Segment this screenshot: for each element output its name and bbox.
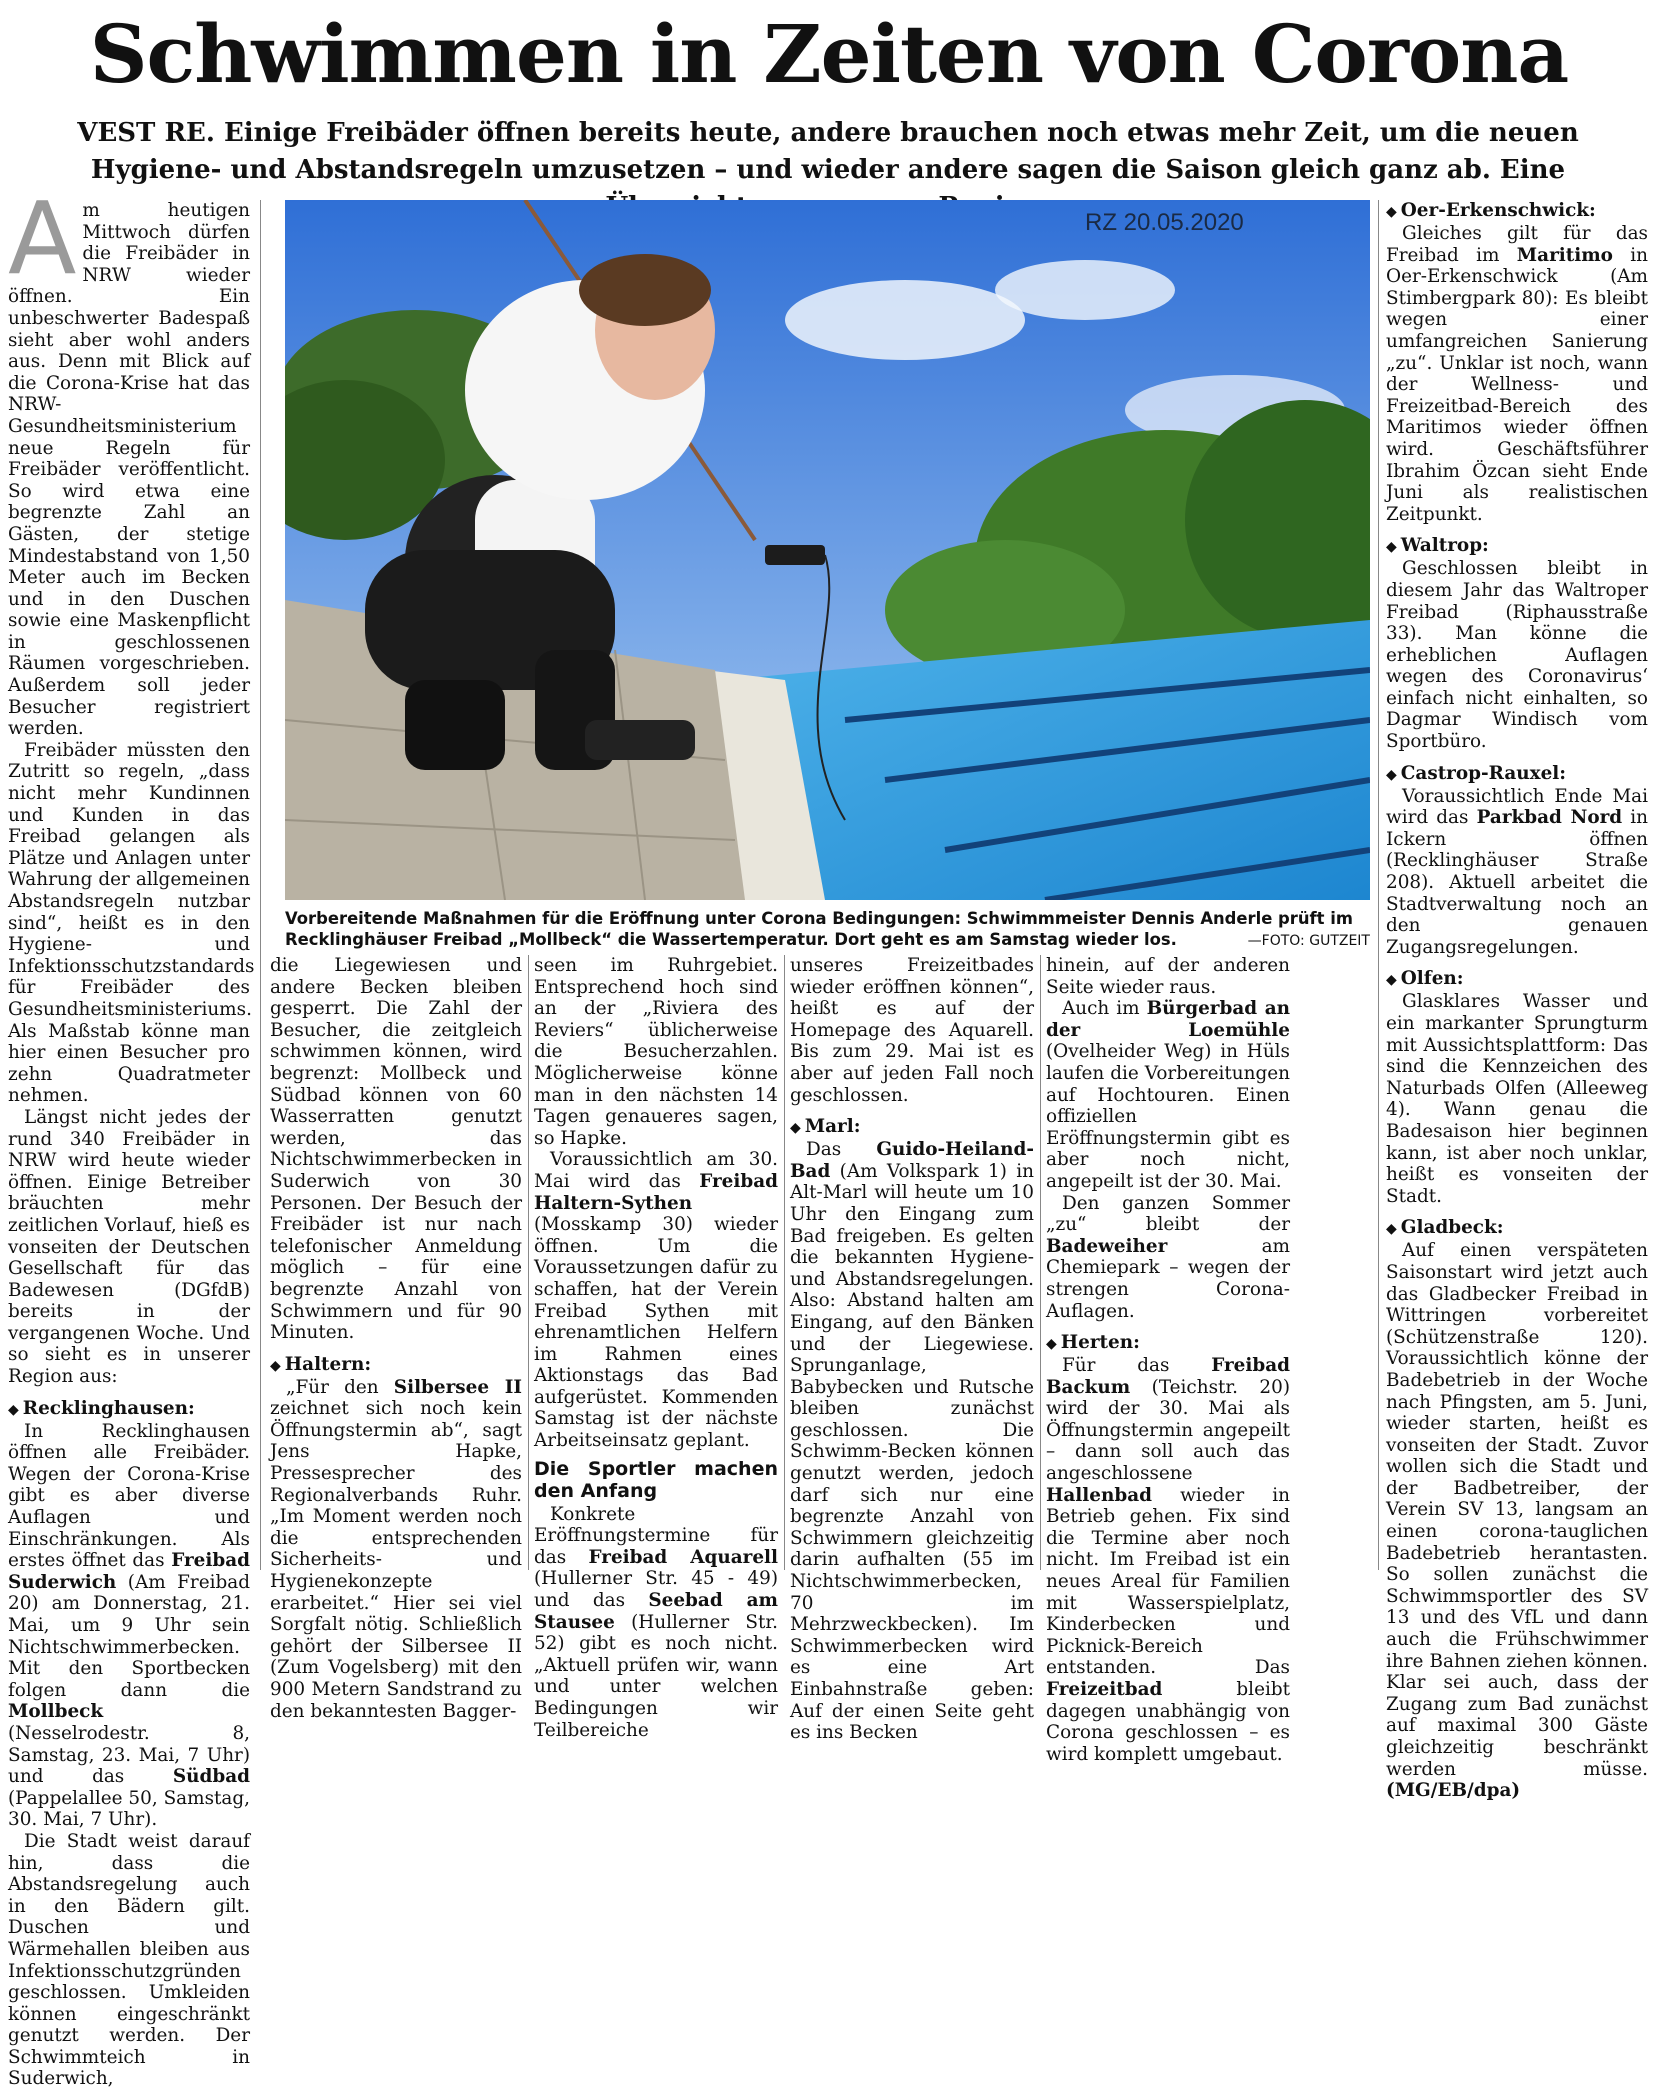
photo-credit: —FOTO: GUTZEIT xyxy=(1247,933,1370,949)
heading-text: Herten: xyxy=(1060,1332,1140,1354)
date-stamp: RZ 20.05.2020 xyxy=(1085,209,1244,236)
section-heading-marl xyxy=(790,1116,1034,1139)
diamond-icon: ◆ xyxy=(1386,1221,1397,1238)
diamond-icon: ◆ xyxy=(270,1357,281,1374)
bold-text: Freibad Suderwich xyxy=(8,1550,250,1593)
subheadline: Die Sportler machen den Anfang xyxy=(534,1457,778,1502)
heading-text: Oer-Erkenschwick: xyxy=(1400,200,1596,221)
diamond-icon: ◆ xyxy=(1386,539,1397,556)
section-heading-castrop-rauxel xyxy=(1386,763,1648,786)
column-6 xyxy=(1386,200,1648,1802)
column-3 xyxy=(534,955,778,1741)
text: zeichnet sich noch kein Öffnungstermin ab“, sagt Jens Hapke, Pressesprecher des Regionalverbands Ruhr. „Im Moment werden noch die entsprechenden Sicherheits- und Hygienekonzepte erarbeitet.“ Hier sei viel Sorgfalt nötig. Schließlich gehört der Silbersee II (Zum Vogelsberg) mit den 900 Metern Sandstrand zu den bekanntesten Bagger- xyxy=(270,1398,522,1722)
caption-text: Vorbereitende Maßnahmen für die Eröffnung unter Corona Bedingungen: Schwimmmeister Dennis Anderle prüft im Recklinghäuser Freibad „Mollbeck“ die Wassertemperatur. Dort geht es am Samstag wieder los. xyxy=(285,909,1353,949)
paragraph: Die Stadt weist darauf hin, dass die Abstandsregelung auch in den Bädern gilt. Duschen und Wärmehallen bleiben aus Infektionsschutzgründen geschlossen. Umkleiden können eingeschränkt genutzt werden. Der Schwimmteich in Suderwich, xyxy=(8,1830,250,2090)
text: Auf einen verspäteten Saisonstart wird jetzt auch das Gladbecker Freibad in Wittringen vorbereitet (Schützenstraße 120). Voraussichtlich könne der Badebetrieb in der Woche nach Pfingsten, am 5. Juni, wieder starten, heißt es vonseiten der Stadt. Zuvor wollen sich die Stadt und der Badbetreiber, der Verein SV 13, langsam an einen corona-tauglichen Badebetrieb herantasten. So sollen zunächst die Schwimmsportler des SV 13 und des VfL und dann auch die Frühschwimmer ihre Bahnen ziehen können. Klar sei auch, dass der Zugang zum Bad zunächst auf maximal 300 Gäste gleichzeitig beschränkt werden müsse. xyxy=(1386,1240,1648,1780)
paragraph: Geschlossen bleibt in diesem Jahr das Waltroper Freibad (Riphausstraße 33). Man könne die erheblichen Auflagen wegen des Coronavirus‘ einfach nicht einhalten, so Dagmar Windisch vom Sportbüro. xyxy=(1386,558,1648,753)
text: in Ickern öffnen (Recklinghäuser Straße 208). Aktuell arbeitet die Stadtverwaltung noch an den genauen Zugangsregelungen. xyxy=(1386,807,1648,958)
section-heading-haltern xyxy=(270,1354,522,1377)
bold-text: Freizeitbad xyxy=(1046,1679,1163,1700)
heading-text: Castrop-Rauxel: xyxy=(1400,762,1567,784)
text: in Oer-Erkenschwick (Am Stimbergpark 80): Es bleibt wegen einer umfangreichen Sanierung „zu“. Unklar ist noch, wann der Wellness- und Freizeitbad-Bereich des Maritimos wieder öffnen wird. Geschäftsführer Ibrahim Özcan sieht Ende Juni als realistischen Zeitpunkt. xyxy=(1386,244,1648,525)
text: In Recklinghausen öffnen alle Freibäder. Wegen der Corona-Krise gibt es aber diverse Auflagen und Einschränkungen. Als erstes öffnet das xyxy=(8,1420,250,1572)
bold-text: Hallenbad xyxy=(1046,1484,1152,1506)
bold-text: Freibad Backum xyxy=(1046,1355,1290,1398)
photo-caption xyxy=(285,908,1370,952)
heading-text: Marl: xyxy=(804,1116,861,1138)
text: wieder in Betrieb gehen. Fix sind die Termine aber noch nicht. Im Freibad ist ein neues Areal für Familien mit Wasserspielplatz, Kinderbecken und Picknick-Bereich entstanden. Das xyxy=(1046,1484,1290,1679)
column-divider xyxy=(528,955,529,1570)
diamond-icon: ◆ xyxy=(1386,972,1397,989)
text: Für das xyxy=(1062,1355,1212,1377)
bold-text: Silbersee II xyxy=(393,1376,522,1398)
text: Voraussichtlich Ende Mai wird das xyxy=(1386,785,1648,829)
author-signature: (MG/EB/dpa) xyxy=(1386,1780,1521,1802)
paragraph xyxy=(270,1377,522,1723)
paragraph xyxy=(1046,1193,1290,1323)
paragraph xyxy=(1386,1240,1648,1801)
paragraph: unseres Freizeitbades wieder eröffnen können“, heißt es auf der Homepage des Aquarell. Bis zum 29. Mai ist es aber auf jeden Fall noch geschlossen. xyxy=(790,955,1034,1106)
text: Voraussichtlich am 30. Mai wird das xyxy=(534,1149,778,1192)
diamond-icon: ◆ xyxy=(790,1120,801,1137)
column-divider xyxy=(1040,955,1041,1570)
section-heading-recklinghausen xyxy=(8,1398,250,1421)
bold-text: Seebad am Stausee xyxy=(534,1590,778,1633)
paragraph: die Liegewiesen und andere Becken bleiben gesperrt. Die Zahl der Besucher, die zeitgleich schwimmen können, wird begrenzt: Mollbeck und Südbad können von 60 Wasserratten genutzt werden, das Nichtschwimmerbecken in Suderwich von 30 Personen. Der Besuch der Freibäder ist nur nach telefonischer Anmeldung möglich – für eine begrenzte Anzahl von Schwimmern und für 90 Minuten. xyxy=(270,955,522,1344)
section-heading-herten xyxy=(1046,1332,1290,1355)
paragraph xyxy=(790,1139,1034,1744)
pool-photo-illustration xyxy=(285,200,1370,900)
paragraph xyxy=(534,1149,778,1451)
paragraph: Glasklares Wasser und ein markanter Sprungturm mit Aussichtsplattform: Das sind die Kennzeichen des Naturbads Olfen (Alleeweg 4). Wann genau die Badesaison hier beginnen kann, ist aber noch unklar, heißt es vonseiten der Stadt. xyxy=(1386,991,1648,1207)
text: „Für den xyxy=(286,1376,394,1398)
diamond-icon: ◆ xyxy=(1386,204,1397,220)
text: (Am Volkspark 1) in Alt-Marl will heute um 10 Uhr den Eingang zum Bad freigeben. Es gelten die bekannten Hygiene- und Abstandsregelungen. Also: Abstand halten am Eingang, auf den Bänken und der Liegewiese. Sprunganlage, Babybecken und Rutsche bleiben zunächst geschlossen. Die Schwimm-Becken können genutzt werden, jedoch darf sich nur eine begrenzte Anzahl von Schwimmern gleichzeitig darin aufhalten (55 im Nichtschwimmerbecken, 70 im Mehrzweckbecken). Im Schwimmerbecken wird es eine Art Einbahnstraße geben: Auf der einen Seite geht es ins Becken xyxy=(790,1160,1034,1744)
bold-text: Parkbad Nord xyxy=(1476,807,1623,829)
bold-text: Mollbeck xyxy=(8,1701,104,1723)
bold-text: Guido-Heiland-Bad xyxy=(790,1139,1034,1182)
text: Den ganzen Sommer „zu“ bleibt der xyxy=(1046,1192,1290,1236)
column-divider xyxy=(1378,200,1379,1570)
column-divider xyxy=(784,955,785,1570)
heading-text: Waltrop: xyxy=(1400,535,1489,557)
paragraph: hinein, auf der anderen Seite wieder raus. xyxy=(1046,955,1290,998)
diamond-icon: ◆ xyxy=(1386,766,1397,783)
bold-text: Südbad xyxy=(172,1766,250,1788)
text: Gleiches gilt für das Freibad im xyxy=(1386,223,1648,266)
text: (Teichstr. 20) wird der 30. Mai als Öffnungstermin angepeilt – dann soll auch das angeschlossene xyxy=(1046,1376,1290,1485)
column-4 xyxy=(790,955,1034,1744)
column-1 xyxy=(8,180,255,2090)
heading-text: Olfen: xyxy=(1400,968,1464,990)
text: (Hullerner Str. 45 - 49) und das xyxy=(534,1568,778,1612)
text: Konkrete Eröffnungstermine für das xyxy=(534,1503,778,1568)
heading-text: Recklinghausen: xyxy=(22,1397,195,1419)
intro-paragraph xyxy=(8,180,250,740)
section-heading-oer-erkenschwick xyxy=(1386,200,1648,223)
heading-text: Gladbeck: xyxy=(1400,1217,1504,1239)
diamond-icon: ◆ xyxy=(1046,1336,1057,1353)
column-divider xyxy=(260,200,261,1570)
bold-text: Badeweiher xyxy=(1046,1235,1168,1257)
paragraph: Längst nicht jedes der rund 340 Freibäder in NRW wird heute wieder öffnen. Einige Betreiber bräuchten mehr zeitlichen Vorlauf, hieß es vonseiten der Deutschen Gesellschaft für das Badewesen (DGfdB) bereits in der vergangenen Woche. Und so sieht es in unserer Region aus: xyxy=(8,1106,250,1388)
text: bleibt dagegen unabhängig von Corona geschlossen – es wird komplett umgebaut. xyxy=(1046,1679,1290,1765)
paragraph xyxy=(8,1421,250,1831)
paragraph xyxy=(1386,786,1648,959)
paragraph xyxy=(534,1504,778,1742)
headline: Schwimmen in Zeiten von Corona xyxy=(89,7,1569,101)
text: Auch im xyxy=(1062,998,1147,1020)
lead-paragraph: VEST RE. Einige Freibäder öffnen bereits heute, andere brauchen noch etwas mehr Zeit, um die neuen Hygiene- und Abstandsregeln umzusetzen – und wieder andere sagen die Saison gleich ganz ab. Eine xyxy=(77,118,1579,185)
text: (Am Freibad 20) am Donnerstag, 21. Mai, um 9 Uhr sein Nichtschwimmerbecken. Mit den Sportbecken folgen dann die xyxy=(8,1571,250,1701)
section-heading-waltrop xyxy=(1386,535,1648,558)
section-heading-olfen xyxy=(1386,968,1648,991)
bold-text: Freibad Haltern-Sythen xyxy=(534,1170,778,1214)
column-5 xyxy=(1046,955,1290,1765)
bold-text: Bürgerbad an der Loemühle xyxy=(1046,998,1290,1041)
section-heading-gladbeck xyxy=(1386,1217,1648,1240)
text: (Nesselrodestr. 8, Samstag, 23. Mai, 7 Uhr) und das xyxy=(8,1722,250,1788)
text: (Hullerner Str. 52) gibt es noch nicht. „Aktuell prüfen wir, wann und unter welchen Bedingungen wir Teilbereiche xyxy=(534,1611,778,1741)
drop-cap: A xyxy=(8,180,77,297)
bold-text: Maritimo xyxy=(1516,244,1613,266)
paragraph xyxy=(1386,223,1648,525)
text: (Ovelheider Weg) in Hüls laufen die Vorbereitungen auf Hochtouren. Einen offiziellen Eröffnungstermin gibt es aber noch nicht, angepeilt ist der 30. Mai. xyxy=(1046,1041,1290,1192)
text: (Mosskamp 30) wieder öffnen. Um die Voraussetzungen dafür zu schaffen, hat der Verein Freibad Sythen mit ehrenamtlichen Helfern im Rahmen eines Aktionstags das Bad aufgerüstet. Kommenden Samstag ist der nächste Arbeitseinsatz geplant. xyxy=(534,1214,778,1452)
text: m heutigen Mittwoch dürfen die Freibäder in NRW wieder öffnen. Ein unbeschwerter Badespaß sieht aber wohl anders aus. Denn mit Blick auf die Corona-Krise hat das NRW-Gesundheitsministerium neue Regeln für Freibäder veröffentlicht. So wird etwa eine begrenzte Zahl an Gästen, der stetige Mindestabstand von 1,50 Meter auch im Becken und in den Duschen sowie eine Maskenpflicht in geschlossenen Räumen vorgeschrieben. Außerdem soll jeder Besucher registriert werden. xyxy=(8,200,250,740)
text: (Pappelallee 50, Samstag, 30. Mai, 7 Uhr). xyxy=(8,1787,250,1831)
paragraph: Als Maßstab könne man hier einen Besucher pro zehn Quadratmeter nehmen. xyxy=(8,1020,250,1107)
paragraph: Freibäder müssten den Zutritt so regeln, „dass nicht mehr Kundinnen und Kunden in das Freibad gelangen als Plätze und Anlagen unter Wahrung der allgemeinen Abstandsregeln nutzbar sind“, heißt es in den Hygiene- und Infektionsschutzstandards für Freibäder des Gesundheitsministeriums. xyxy=(8,739,255,1020)
text: Das xyxy=(806,1139,877,1161)
paragraph xyxy=(1046,998,1290,1192)
paragraph: seen im Ruhrgebiet. Entsprechend hoch sind an der „Riviera des Reviers“ üblicherweise die Besucherzahlen. Möglicherweise könne man in den nächsten 14 Tagen genaueres sagen, so Hapke. xyxy=(534,955,778,1149)
article-photo xyxy=(285,200,1370,900)
paragraph xyxy=(1046,1355,1290,1765)
bold-text: Freibad Aquarell xyxy=(588,1546,778,1568)
text: am Chemiepark – wegen der strengen Corona-Auflagen. xyxy=(1046,1235,1290,1322)
heading-text: Haltern: xyxy=(284,1353,372,1375)
column-2 xyxy=(270,955,522,1722)
diamond-icon: ◆ xyxy=(8,1401,19,1418)
